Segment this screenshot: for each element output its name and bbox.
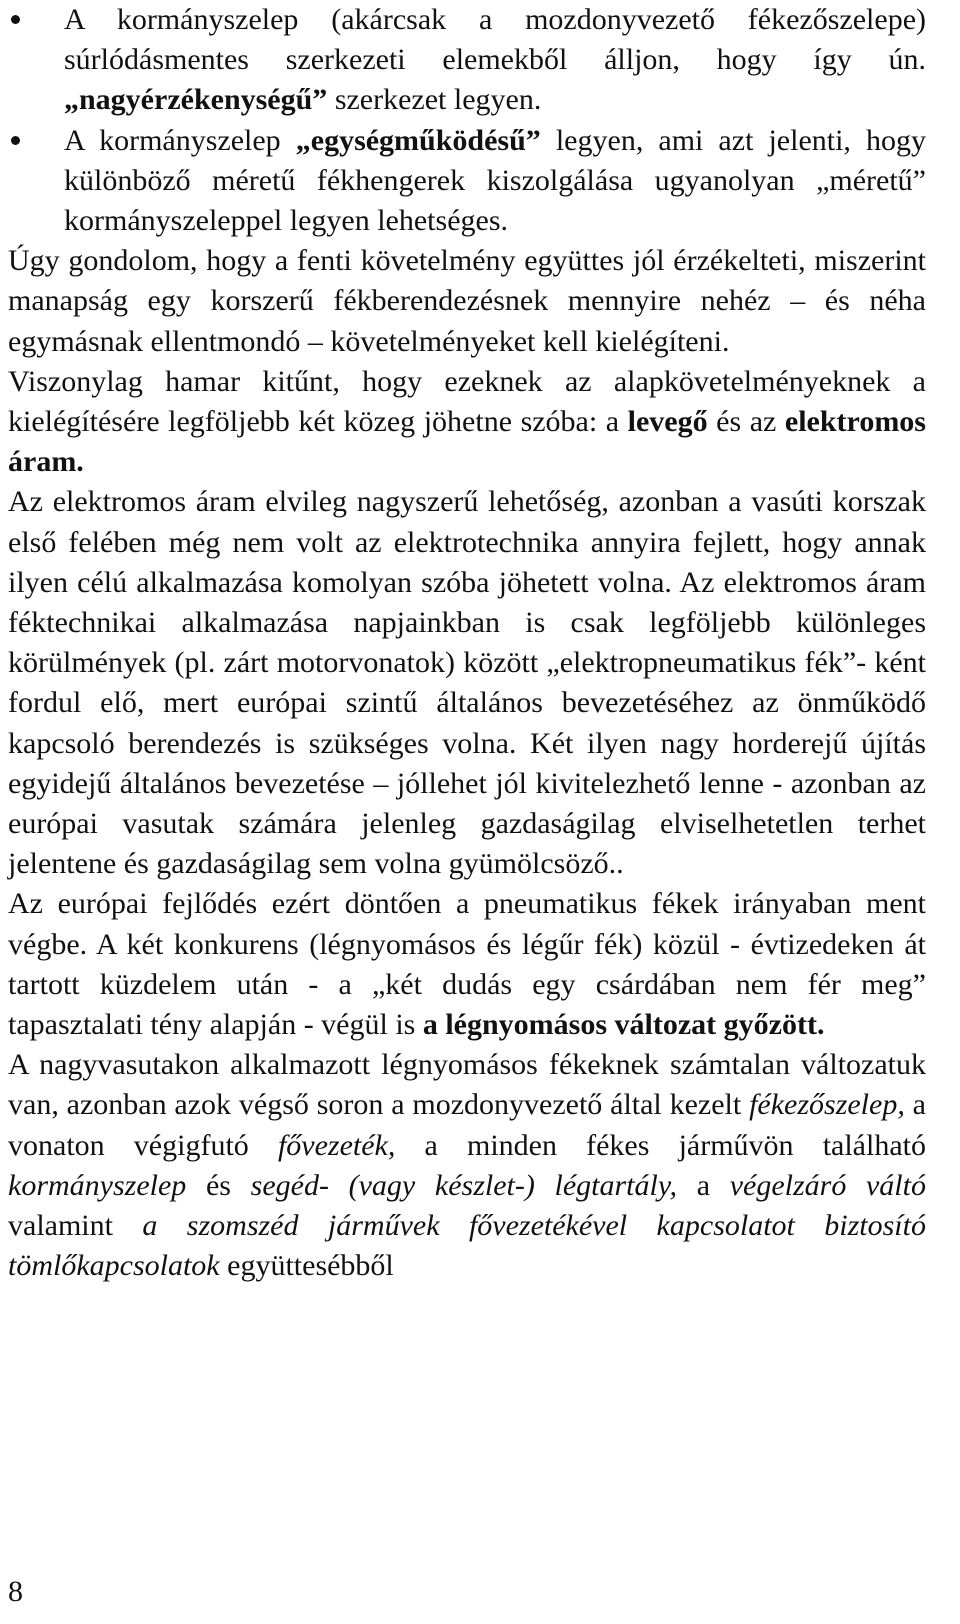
bold-term: „nagyérzékenységű” (64, 83, 328, 117)
paragraph-5 (8, 1045, 926, 1286)
italic-term: a szomszéd járművek fővezetékével kapcsolatot biztosító tömlőkapcsolatok (8, 1209, 926, 1283)
list-item-text: A kormányszelep (akárcsak a mozdonyvezető fékezőszelepe) súrlódásmentes szerkezeti elemekből álljon, hogy így ún. (64, 3, 926, 77)
list-item (8, 0, 926, 121)
paragraph-3: Az elektromos áram elvileg nagyszerű lehetőség, azonban a vasúti korszak első felében még nem volt az elektrotechnika annyira fejlett, hogy annak ilyen célú alkalmazása komolyan szóba jöhetett volna. Az elektromos áram féktechnikai alkalmazása napjainkban is csak legföljebb különleges körülmények (pl. zárt motorvonatok) között „elektropneumatikus fék”- ként fordul elő, mert európai szintű általános bevezetéséhez az önműködő kapcsoló berendezés is szükséges volna. Két ilyen nagy horderejű újítás egyidejű általános bevezetése – jóllehet jól kivitelezhető lenne - azonban az európai vasutak számára jelenleg gazdaságilag elviselhetetlen terhet jelentene és gazdaságilag sem volna gyümölcsöző.. (8, 485, 926, 881)
italic-term: végelzáró váltó (729, 1168, 926, 1202)
paragraph-text: és az (707, 405, 785, 439)
italic-term: kormányszelep (8, 1168, 187, 1202)
paragraph-text: Viszonylag hamar kitűnt, hogy ezeknek az alapkövetelményeknek a kielégítésére legföljebb két közeg jöhetne szóba: a (8, 364, 926, 439)
document-page (8, 0, 926, 1287)
list-item-text: legyen, ami azt jelenti, hogy különböző méretű fékhengerek kiszolgálása ugyanolyan „méretű” kormányszeleppel legyen lehetséges. (64, 123, 927, 238)
list-item-text: A kormányszelep (64, 123, 296, 157)
paragraph-text: együttesébből (219, 1249, 394, 1283)
list-item-text: szerkezet legyen. (327, 83, 542, 117)
page-number: 8 (8, 1575, 23, 1608)
paragraph-1: Úgy gondolom, hogy a fenti követelmény együttes jól érzékelteti, miszerint manapság egy korszerű fékberendezésnek mennyire nehéz – és néha egymásnak ellentmondó – követelményeket kell kielégíteni. (8, 244, 926, 358)
bullet-icon (11, 15, 20, 24)
list-item (8, 121, 926, 242)
paragraph-text: a (677, 1168, 730, 1202)
italic-term: fővezeték, (277, 1128, 396, 1162)
italic-term: segéd- (vagy készlet-) légtartály, (250, 1168, 678, 1202)
paragraph-text: A nagyvasutakon alkalmazott légnyomásos fékeknek számtalan változatuk van, azonban azok végső soron a mozdonyvezető által kezelt (8, 1048, 926, 1122)
bold-term: elektromos áram. (8, 405, 926, 479)
paragraph-text: a minden fékes járművön található (395, 1128, 926, 1162)
bullet-icon (11, 136, 20, 145)
paragraph-text: a vonaton végigfutó (8, 1088, 926, 1162)
bold-term: levegő (627, 405, 708, 439)
requirements-list (8, 0, 926, 241)
paragraph-text: valamint (8, 1209, 143, 1243)
paragraph-text: Az európai fejlődés ezért döntően a pneumatikus fékek irányaban ment végbe. A két konkurens (légnyomásos és légűr fék) közül - évtizedeken át tartott küzdelem után - a „két dudás egy csárdában nem fér meg” tapasztalati tény alapján - végül is (8, 887, 926, 1042)
paragraph-2 (8, 362, 926, 483)
bold-term: „egységműködésű” (295, 123, 541, 157)
bold-term: a légnyomásos változat győzött. (422, 1008, 825, 1042)
paragraph-text: és (186, 1168, 251, 1202)
paragraph-4 (8, 884, 926, 1045)
italic-term: fékezőszelep, (749, 1088, 905, 1122)
